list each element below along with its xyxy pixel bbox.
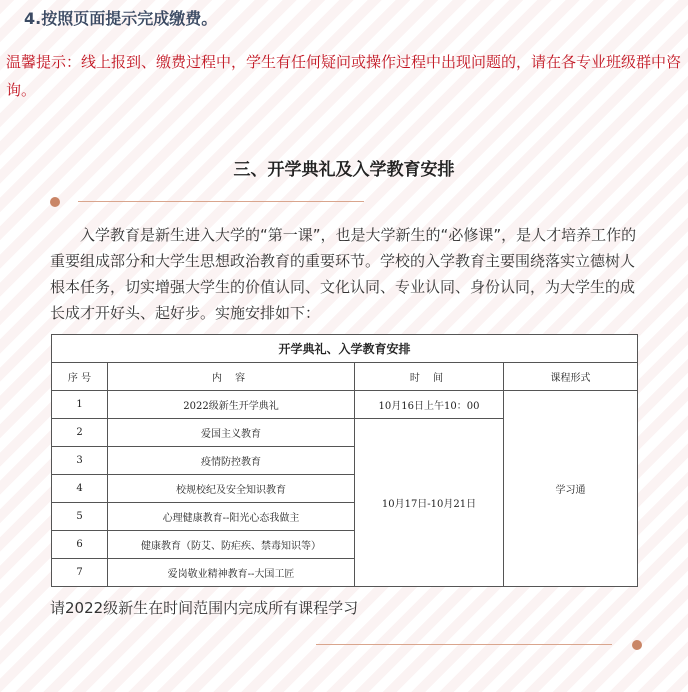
header-content: 内 容 [108, 363, 355, 391]
divider-line [78, 201, 364, 202]
row-index: 7 [52, 559, 108, 587]
header-format: 课程形式 [504, 363, 638, 391]
header-time: 时 间 [355, 363, 504, 391]
row-index: 3 [52, 447, 108, 475]
row-time-opening: 10月16日上午10：00 [355, 391, 504, 419]
divider-top [50, 197, 364, 207]
divider-dot-icon [632, 640, 642, 650]
row-index: 6 [52, 531, 108, 559]
closing-note: 请2022级新生在时间范围内完成所有课程学习 [50, 599, 359, 617]
row-index: 2 [52, 419, 108, 447]
table-caption: 开学典礼、入学教育安排 [52, 335, 638, 363]
row-index: 1 [52, 391, 108, 419]
divider-bottom [316, 640, 642, 650]
schedule-table [51, 334, 638, 587]
row-content: 疫情防控教育 [108, 447, 355, 475]
header-index: 序 号 [52, 363, 108, 391]
row-content: 健康教育（防艾、防疟疾、禁毒知识等） [108, 531, 355, 559]
intro-paragraph: 入学教育是新生进入大学的“第一课”，也是大学新生的“必修课”，是人才培养工作的重要组成部分和大学生思想政治教育的重要环节。学校的入学教育主要围绕落实立德树人根本任务，切实增强大学生的价值认同、文化认同、专业认同、身份认同，为大学生的成长成才开好头、起好步。实施安排如下： [50, 226, 637, 322]
divider-line [316, 644, 612, 645]
step-4-text: 4.按照页面提示完成缴费。 [24, 9, 218, 28]
row-content: 爱岗敬业精神教育--大国工匠 [108, 559, 355, 587]
row-content: 爱国主义教育 [108, 419, 355, 447]
row-time-education: 10月17日-10月21日 [355, 419, 504, 587]
divider-dot-icon [50, 197, 60, 207]
row-format: 学习通 [504, 391, 638, 587]
row-index: 5 [52, 503, 108, 531]
warm-tip-text: 温馨提示：线上报到、缴费过程中，学生有任何疑问或操作过程中出现问题的，请在各专业班级群中咨询。 [6, 53, 682, 99]
row-index: 4 [52, 475, 108, 503]
table-row [52, 391, 638, 419]
row-content: 2022级新生开学典礼 [108, 391, 355, 419]
row-content: 心理健康教育--阳光心态我做主 [108, 503, 355, 531]
row-content: 校规校纪及安全知识教育 [108, 475, 355, 503]
section-title: 三、开学典礼及入学教育安排 [233, 160, 455, 180]
